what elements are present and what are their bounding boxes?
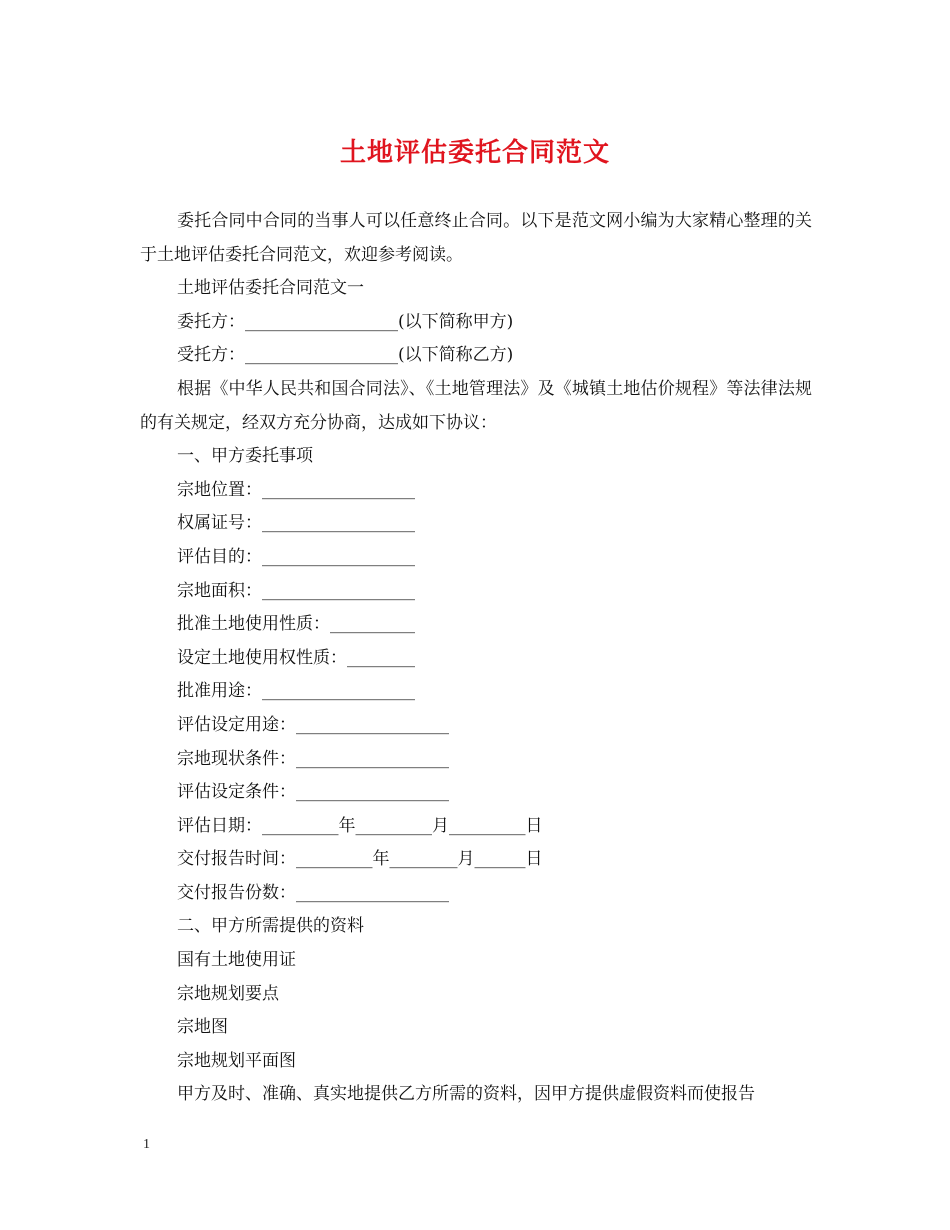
list-item: 宗地图 [177,1017,228,1038]
form-field-line: 宗地位置：__________________ [177,479,415,500]
body-paragraph: 甲方及时、准确、真实地提供乙方所需的资料，因甲方提供虚假资料而使报告 [177,1084,755,1105]
client-line: 委托方：__________________(以下简称甲方) [177,311,514,332]
form-field-line: 评估目的：__________________ [177,546,415,567]
legal-basis-paragraph: 根据《中华人民共和国合同法》、《土地管理法》及《城镇土地估价规程》等法律法规的有关规定，经双方充分协商，达成如下协议： [140,378,812,433]
form-field-line: 批准用途：__________________ [177,681,415,702]
date-field-line: 交付报告时间：_________年________月______日 [177,849,543,870]
form-field-line: 宗地现状条件：__________________ [177,748,449,769]
section-heading: 土地评估委托合同范文一 [177,278,364,299]
page-number: 1 [143,1137,150,1152]
document-title: 土地评估委托合同范文 [339,138,610,168]
section-heading: 二、甲方所需提供的资料 [177,916,364,937]
form-field-line: 交付报告份数：__________________ [177,882,449,903]
list-item: 宗地规划平面图 [177,1050,296,1071]
form-field-line: 权属证号：__________________ [177,513,415,534]
form-field-line: 评估设定条件：__________________ [177,782,449,803]
document-body [140,205,812,1112]
form-field-line: 设定土地使用权性质：________ [177,647,415,668]
form-field-line: 宗地面积：__________________ [177,580,415,601]
date-field-line: 评估日期：_________年_________月_________日 [177,815,543,836]
form-field-line: 批准土地使用性质：__________ [177,614,415,635]
list-item: 国有土地使用证 [177,950,296,971]
intro-paragraph: 委托合同中合同的当事人可以任意终止合同。以下是范文网小编为大家精心整理的关于土地评估委托合同范文，欢迎参考阅读。 [140,211,812,265]
form-field-line: 评估设定用途：__________________ [177,714,449,735]
section-heading: 一、甲方委托事项 [177,446,313,467]
list-item: 宗地规划要点 [177,983,279,1004]
trustee-line: 受托方：__________________(以下简称乙方) [177,345,514,366]
